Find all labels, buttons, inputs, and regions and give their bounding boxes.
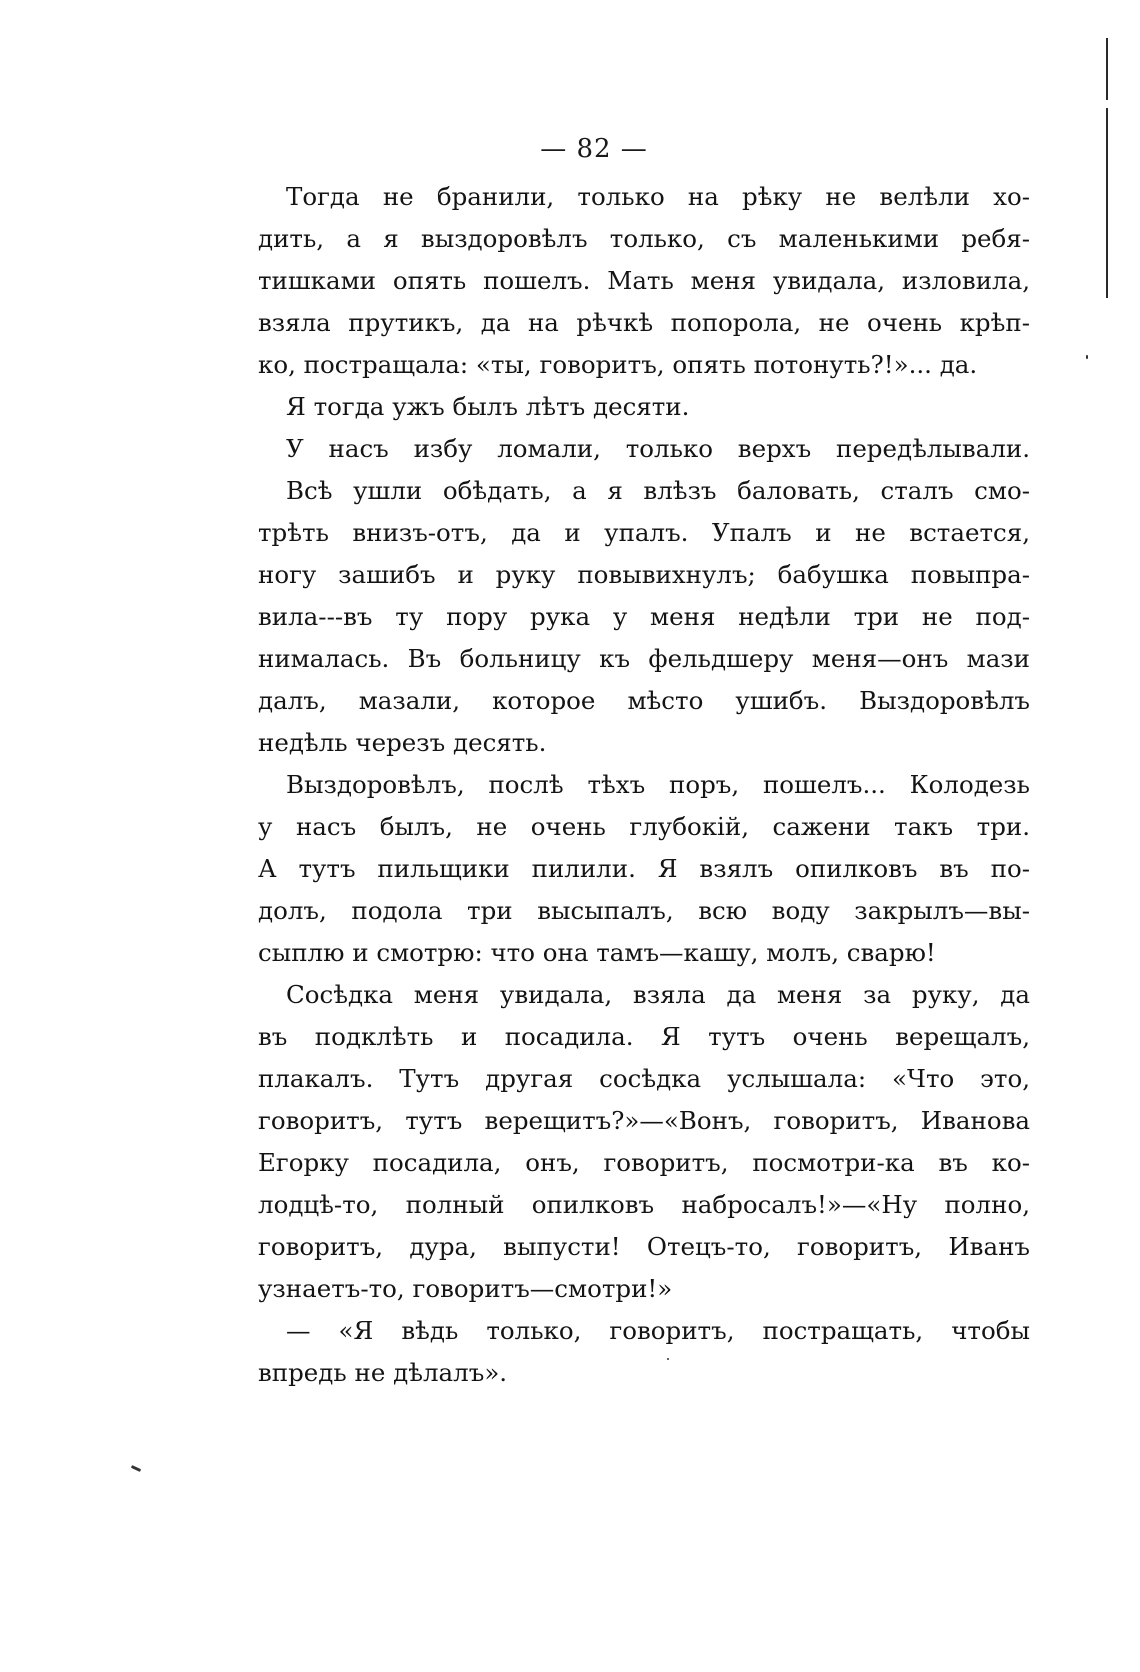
scan-speck [1086,355,1088,359]
text-line: впредь не дѣлалъ». [258,1358,508,1387]
text-line: Егорку посадила, онъ, говоритъ, посмотри-ка въ ко- [258,1148,1030,1177]
text-line: Тогда не бранили, только на рѣку не велѣли хо- [286,182,1030,211]
text-line: Всѣ ушли обѣдать, а я влѣзъ баловать, сталъ смо- [286,476,1030,505]
text-line: плакалъ. Тутъ другая сосѣдка услышала: «Что это, [258,1064,1030,1093]
text-line: ногу зашибъ и руку повывихнулъ; бабушка повыпра- [258,560,1030,589]
scan-speck [667,1358,669,1360]
text-line: говоритъ, тутъ верещитъ?»—«Вонъ, говоритъ, Иванова [258,1106,1030,1135]
text-line: сыплю и смотрю: что она тамъ—кашу, молъ, сварю! [258,938,936,967]
text-line: въ подклѣть и посадила. Я тутъ очень верещалъ, [258,1022,1030,1051]
text-line: Сосѣдка меня увидала, взяла да меня за руку, да [286,980,1030,1009]
scan-speck [131,1465,141,1472]
text-line: далъ, мазали, которое мѣсто ушибъ. Выздоровѣлъ [258,686,1030,715]
text-line: трѣть внизъ-отъ, да и упалъ. Упалъ и не встается, [258,518,1030,547]
text-line: дить, а я выздоровѣлъ только, съ маленькими ребя- [258,224,1030,253]
text-line: вила---въ ту пору рука у меня недѣли три не под- [258,602,1030,631]
text-line: Выздоровѣлъ, послѣ тѣхъ поръ, пошелъ... Колодезь [286,770,1030,799]
text-line: узнаетъ-то, говоритъ—смотри!» [258,1274,673,1303]
text-line: долъ, подола три высыпалъ, всю воду закрылъ—вы- [258,896,1030,925]
text-line: говоритъ, дура, выпусти! Отецъ-то, говоритъ, Иванъ [258,1232,1030,1261]
text-line: тишками опять пошелъ. Мать меня увидала, изловила, [258,266,1030,295]
page-number: — 82 — [540,134,648,164]
text-line: у насъ былъ, не очень глубокій, сажени такъ три. [258,812,1030,841]
body-text [258,176,1030,1394]
text-line: взяла прутикъ, да на рѣчкѣ попорола, не очень крѣп- [258,308,1030,337]
binding-edge-mark [1106,108,1108,298]
text-line: недѣль черезъ десять. [258,728,547,757]
text-line: лодцѣ-то, полный опилковъ набросалъ!»—«Ну полно, [258,1190,1030,1219]
binding-edge-mark [1106,38,1108,100]
text-line: нималась. Въ больницу къ фельдшеру меня—онъ мази [258,644,1030,673]
text-line: Я тогда ужъ былъ лѣтъ десяти. [286,392,690,421]
text-line: ко, постращала: «ты, говоритъ, опять потонуть?!»... да. [258,350,978,379]
text-line: — «Я вѣдь только, говоритъ, постращать, чтобы [286,1316,1030,1345]
text-line: А тутъ пильщики пилили. Я взялъ опилковъ въ по- [258,854,1030,883]
text-line: У насъ избу ломали, только верхъ передѣлывали. [286,434,1030,463]
